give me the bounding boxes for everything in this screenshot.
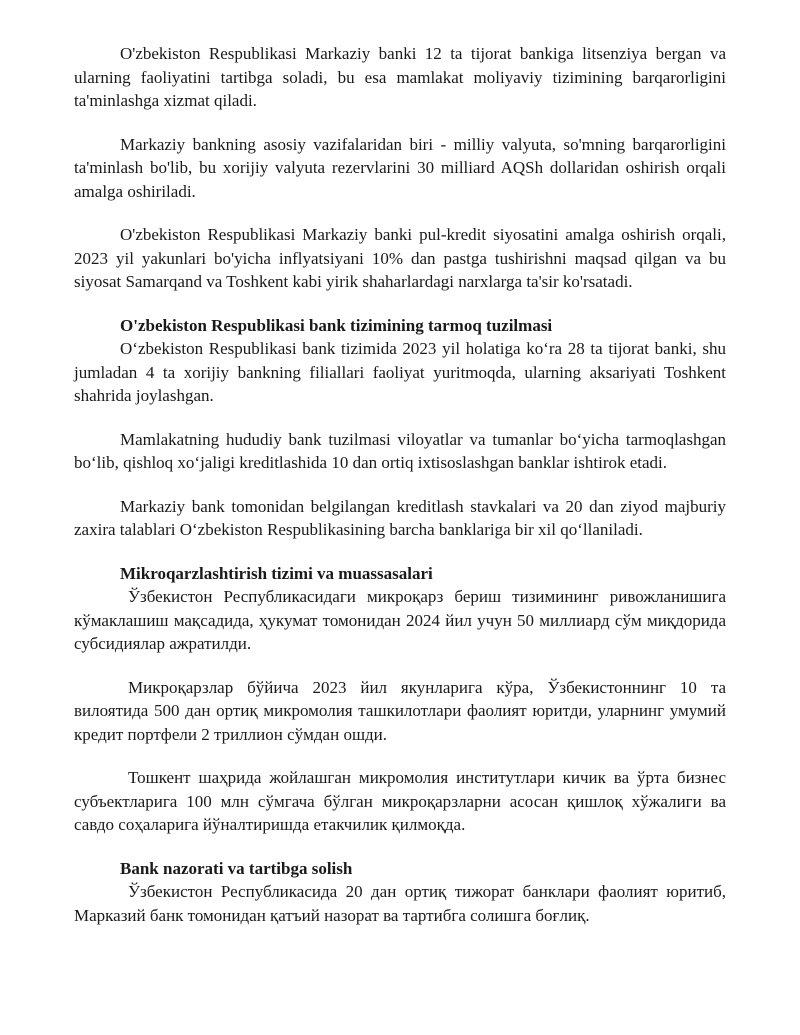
paragraph-tashkent-microfinance: Тошкент шаҳрида жойлашган микромолия институтлари кичик ва ўрта бизнес субъектларига 100 млн сўмгача бўлган микроқарзларни асосан қишлоқ хўжалиги ва савдо соҳаларига йўналтиришда етакчилик қилмоқда. [74, 768, 726, 834]
paragraph-microfinance-results: Микроқарзлар бўйича 2023 йил якунларига кўра, Ўзбекистоннинг 10 та вилоятида 500 дан ортиқ микромолия ташкилотлари фаолият юритди, уларнинг умумий кредит портфели 2 триллион сўмдан ошди. [74, 677, 726, 744]
paragraph-lending-rates: Markaziy bank tomonidan belgilangan kreditlash stavkalari va 20 dan ziyod majburiy zaxira talablari O‘zbekiston Respublikasining barcha banklariga bir xil qo‘llaniladi. [74, 496, 726, 539]
paragraph-monetary-policy: O'zbekiston Respublikasi Markaziy banki pul-kredit siyosatini amalga oshirish orqali, 2023 yil yakunlari bo'yicha inflyatsiyani 10% dan pastga tushirishni maqsad qilgan va bu siyosat Samarqand va Toshkent kabi yirik shaharlardagi narxlarga ta'sir ko'rsatadi. [74, 225, 726, 291]
heading-microcredit-system: Mikroqarzlashtirish tizimi va muassasalari [120, 563, 433, 583]
document-page [74, 42, 726, 927]
paragraph-central-bank-tasks: Markaziy bankning asosiy vazifalaridan biri - milliy valyuta, so'mning barqarorligini ta'minlash bo'lib, bu xorijiy valyuta rezervlarini 30 milliard AQSh dollaridan oshirish orqali amalga oshiriladi. [74, 134, 726, 201]
heading-bank-supervision: Bank nazorati va tartibga solish [120, 858, 353, 878]
paragraph-regional-structure: Mamlakatning hududiy bank tuzilmasi viloyatlar va tumanlar bo‘yicha tarmoqlashgan bo‘lib, qishloq xo‘jaligi kreditlashida 10 dan ortiq ixtisoslashgan banklar ishtirok etadi. [74, 429, 726, 472]
heading-bank-network-structure: O'zbekiston Respublikasi bank tizimining tarmoq tuzilmasi [120, 315, 553, 335]
paragraph-bank-supervision: Ўзбекистон Республикасида 20 дан ортиқ тижорат банклари фаолият юритиб, Марказий банк томонидан қатъий назорат ва тартибга солишга боғлиқ. [74, 882, 726, 925]
paragraph-microcredit-subsidies: Ўзбекистон Республикасидаги микроқарз бериш тизимининг ривожланишига кўмаклашиш мақсадида, ҳукумат томонидан 2024 йил учун 50 миллиард сўм миқдорида субсидиялар ажратилди. [74, 587, 726, 653]
paragraph-commercial-banks: O‘zbekiston Respublikasi bank tizimida 2023 yil holatiga ko‘ra 28 ta tijorat banki, shu jumladan 4 ta xorijiy bankning filiallari faoliyat yuritmoqda, ularning aksariyati Toshkent shahrida joylashgan. [74, 339, 726, 405]
paragraph-central-bank-licensing: O'zbekiston Respublikasi Markaziy banki 12 ta tijorat bankiga litsenziya bergan va ularning faoliyatini tartibga soladi, bu esa mamlakat moliyaviy tizimining barqarorligini ta'minlashga xizmat qiladi. [74, 44, 726, 110]
